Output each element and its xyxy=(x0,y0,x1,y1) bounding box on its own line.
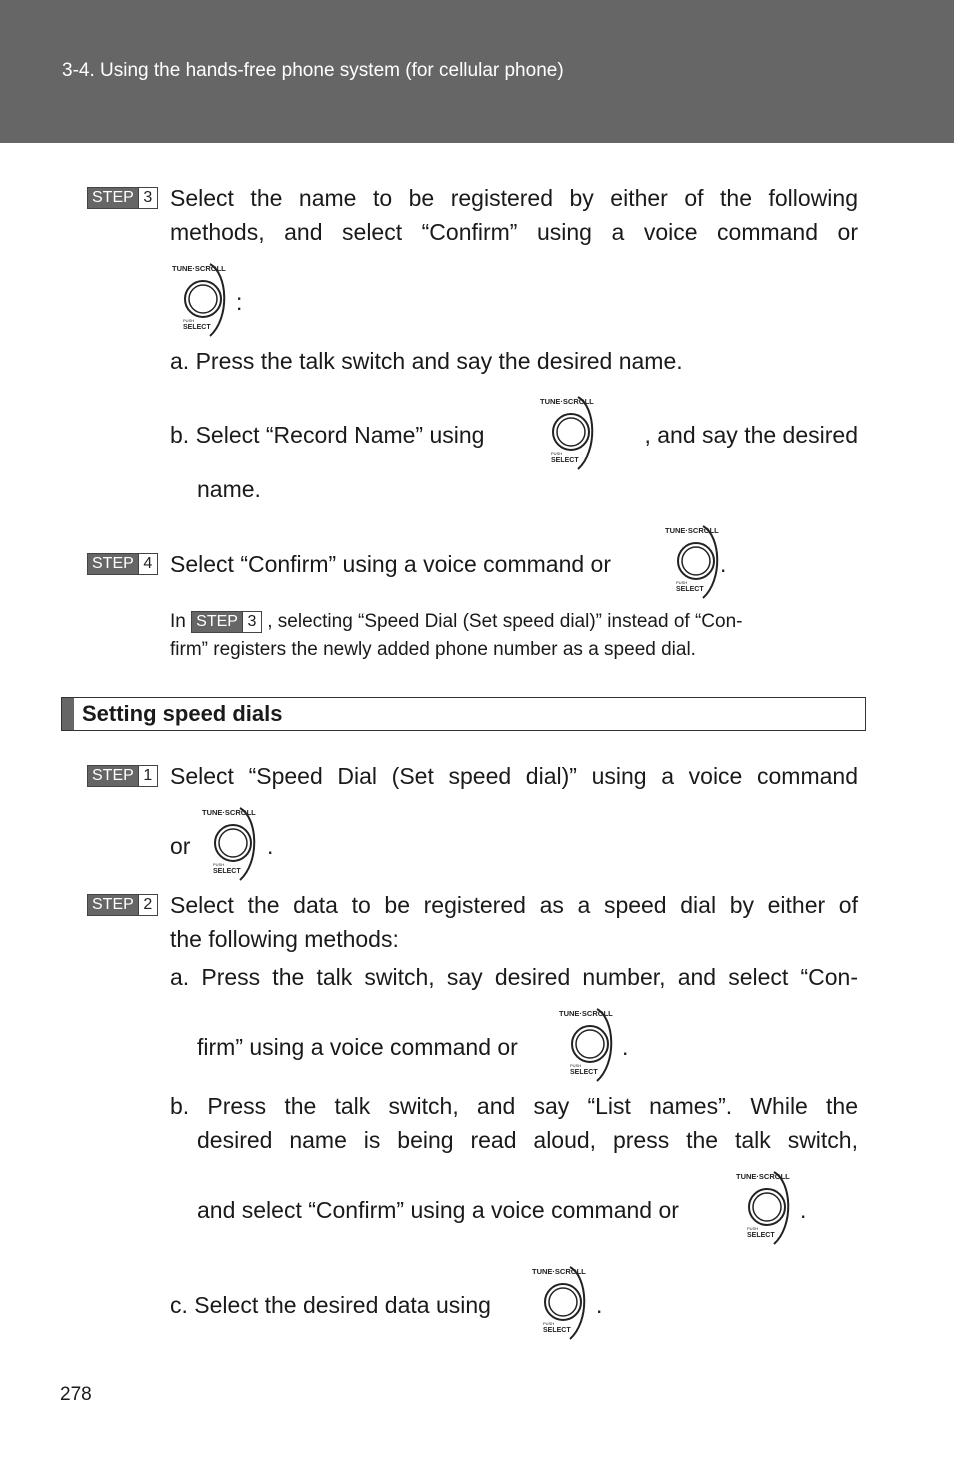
step-label: STEP xyxy=(88,188,138,208)
knob-push-label: PUSH xyxy=(551,451,563,456)
s2-option-b-line1: b. Press the talk switch, and say “List names”. While the xyxy=(170,1093,858,1119)
period: . xyxy=(800,1197,807,1223)
s1-or: or xyxy=(170,833,191,859)
knob-push-label: PUSH xyxy=(676,580,688,585)
dial-graphic xyxy=(530,1263,602,1343)
step-1-badge xyxy=(87,765,158,787)
step3-line2: methods, and select “Confirm” using a voice command or xyxy=(170,219,858,245)
dial-graphic xyxy=(200,804,272,884)
knob-top-label: TUNE·SCROLL xyxy=(532,1267,586,1276)
step-label: STEP xyxy=(88,554,138,574)
note-in: In xyxy=(170,611,186,632)
dial-graphic xyxy=(734,1168,806,1248)
note-line2: firm” registers the newly added phone number as a speed dial. xyxy=(170,639,696,660)
knob-top-label: TUNE·SCROLL xyxy=(540,397,594,406)
s2-line2: the following methods: xyxy=(170,926,399,952)
step3-line1: Select the name to be registered by either of the following xyxy=(170,185,858,211)
knob-push-label: PUSH xyxy=(183,318,195,323)
period: . xyxy=(622,1034,629,1060)
dial-graphic xyxy=(538,393,610,473)
s2-option-b-line2: desired name is being read aloud, press the talk switch, xyxy=(197,1127,858,1153)
step-number: 3 xyxy=(138,188,157,208)
dial-graphic xyxy=(557,1005,629,1085)
tune-select-knob-icon xyxy=(538,393,610,473)
knob-bottom-label: SELECT xyxy=(676,586,704,593)
knob-bottom-label: SELECT xyxy=(747,1232,775,1239)
step3-option-b-line2: name. xyxy=(197,476,261,502)
tune-select-knob-icon xyxy=(170,260,242,340)
colon: : xyxy=(236,289,243,315)
knob-push-label: PUSH xyxy=(570,1063,582,1068)
step3-option-a: a. Press the talk switch and say the desired name. xyxy=(170,348,683,374)
step-number: 4 xyxy=(138,554,157,574)
knob-bottom-label: SELECT xyxy=(543,1327,571,1334)
tune-select-knob-icon xyxy=(734,1168,806,1248)
knob-push-label: PUSH xyxy=(747,1226,759,1231)
page-number: 278 xyxy=(60,1384,92,1405)
knob-top-label: TUNE·SCROLL xyxy=(202,808,256,817)
breadcrumb: 3-4. Using the hands-free phone system (for cellular phone) xyxy=(62,60,564,81)
knob-bottom-label: SELECT xyxy=(551,457,579,464)
tune-select-knob-icon xyxy=(200,804,272,884)
s2-line1: Select the data to be registered as a speed dial by either of xyxy=(170,892,858,918)
note-line1 xyxy=(170,608,858,636)
step4-text: Select “Confirm” using a voice command or xyxy=(170,551,611,577)
section-accent xyxy=(62,698,74,730)
s2-option-b-line3: and select “Confirm” using a voice command or xyxy=(197,1197,679,1223)
step-3-badge xyxy=(87,187,158,209)
page-header xyxy=(0,0,954,143)
knob-top-label: TUNE·SCROLL xyxy=(172,264,226,273)
step-number: 3 xyxy=(242,612,261,632)
knob-push-label: PUSH xyxy=(543,1321,555,1326)
step-number: 2 xyxy=(138,895,157,915)
step-4-badge xyxy=(87,553,158,575)
step-label: STEP xyxy=(192,612,242,632)
s2-option-a-line2: firm” using a voice command or xyxy=(197,1034,518,1060)
step-3-inline-badge xyxy=(191,611,262,633)
s1-line1: Select “Speed Dial (Set speed dial)” using a voice command xyxy=(170,763,858,789)
knob-bottom-label: SELECT xyxy=(570,1069,598,1076)
tune-select-knob-icon xyxy=(557,1005,629,1085)
dial-graphic xyxy=(170,260,242,340)
knob-top-label: TUNE·SCROLL xyxy=(736,1172,790,1181)
knob-bottom-label: SELECT xyxy=(183,324,211,331)
step-number: 1 xyxy=(138,766,157,786)
knob-top-label: TUNE·SCROLL xyxy=(665,526,719,535)
period: . xyxy=(596,1292,603,1318)
section-heading xyxy=(61,697,866,731)
step-2-badge xyxy=(87,894,158,916)
step-label: STEP xyxy=(88,766,138,786)
knob-top-label: TUNE·SCROLL xyxy=(559,1009,613,1018)
knob-push-label: PUSH xyxy=(213,862,225,867)
step3-option-b-end: , and say the desired xyxy=(644,422,858,448)
tune-select-knob-icon xyxy=(530,1263,602,1343)
period: . xyxy=(720,551,727,577)
step3-option-b-start: b. Select “Record Name” using xyxy=(170,422,485,448)
note-text: , selecting “Speed Dial (Set speed dial)” instead of “Con- xyxy=(267,611,743,632)
knob-bottom-label: SELECT xyxy=(213,868,241,875)
step-label: STEP xyxy=(88,895,138,915)
s2-option-c: c. Select the desired data using xyxy=(170,1292,491,1318)
section-title: Setting speed dials xyxy=(82,701,283,726)
period: . xyxy=(267,833,274,859)
s2-option-a-line1: a. Press the talk switch, say desired number, and select “Con- xyxy=(170,964,858,990)
